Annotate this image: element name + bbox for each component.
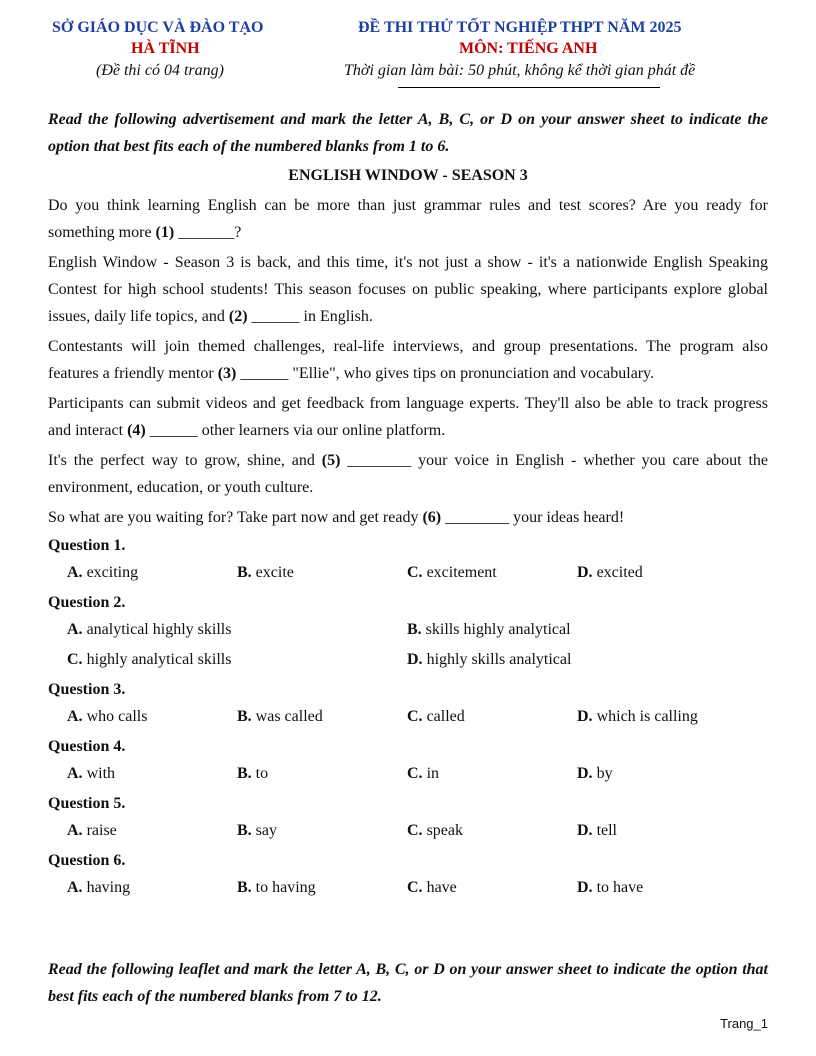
option-text: exciting <box>82 564 139 581</box>
question-list <box>48 534 768 903</box>
option-letter: B. <box>407 621 422 638</box>
passage-title: ENGLISH WINDOW - SEASON 3 <box>288 167 528 184</box>
option-text: to have <box>592 879 644 896</box>
paragraph-text: So what are you waiting for? Take part now and get ready <box>48 509 423 526</box>
answer-option <box>67 615 407 645</box>
option-letter: D. <box>577 822 593 839</box>
answer-option <box>237 558 407 588</box>
paragraph-text: Do you think learning English can be more than just grammar rules and test scores? Are you ready for something more <box>48 197 768 241</box>
answer-option <box>237 816 407 846</box>
section-1-instruction: Read the following advertisement and mark the letter A, B, C, or D on your answer sheet to indicate the option that best fits each of the numbered blanks from 1 to 6. <box>48 111 768 155</box>
time-note: Thời gian làm bài: 50 phút, không kể thời gian phát đề <box>344 62 696 79</box>
answer-option <box>407 615 747 645</box>
answer-option <box>577 816 747 846</box>
answer-option <box>577 702 747 732</box>
exam-title: ĐỀ THI THỬ TỐT NGHIỆP THPT NĂM 2025 <box>358 19 682 36</box>
section-2-instruction: Read the following leaflet and mark the letter A, B, C, or D on your answer sheet to indicate the option that best fits each of the numbered blanks from 7 to 12. <box>48 961 768 1005</box>
answer-option <box>67 558 237 588</box>
answer-option <box>67 702 237 732</box>
option-text: was called <box>251 708 323 725</box>
option-letter: C. <box>407 708 423 725</box>
question-label: Question 2. <box>48 594 126 611</box>
option-letter: B. <box>237 879 252 896</box>
option-text: skills highly analytical <box>421 621 571 638</box>
option-letter: D. <box>577 879 593 896</box>
answer-option <box>577 759 747 789</box>
option-letter: B. <box>237 822 252 839</box>
blank-and-text: ______ "Ellie", who gives tips on pronunciation and vocabulary. <box>236 365 655 382</box>
question-label: Question 1. <box>48 537 126 554</box>
passage-paragraph <box>48 249 768 330</box>
option-text: raise <box>82 822 117 839</box>
answer-option <box>407 702 577 732</box>
paragraph-text: It's the perfect way to grow, shine, and <box>48 452 322 469</box>
blank-number: (2) <box>228 308 248 325</box>
answer-option <box>577 558 747 588</box>
option-letter: C. <box>407 879 423 896</box>
answer-option <box>237 759 407 789</box>
option-letter: C. <box>407 822 423 839</box>
question-label: Question 3. <box>48 681 126 698</box>
section-1 <box>48 106 768 903</box>
blank-and-text: _______? <box>174 224 242 241</box>
answer-options <box>48 558 768 588</box>
answer-options <box>48 759 768 789</box>
pages-note: (Đề thi có 04 trang) <box>96 62 224 79</box>
passage-paragraph <box>48 504 768 531</box>
blank-number: (5) <box>321 452 341 469</box>
answer-options <box>48 645 768 675</box>
paragraph-text: Contestants will join themed challenges, real-life interviews, and group presentations. The program also features a friendly mentor <box>48 338 768 382</box>
answer-option <box>67 873 237 903</box>
option-letter: A. <box>67 765 83 782</box>
option-letter: C. <box>407 765 423 782</box>
paragraph-text: English Window - Season 3 is back, and this time, it's not just a show - it's a nationwide English Speaking Contest for high school students! This season focuses on public speaking, where participants explore global issues, daily life topics, and <box>48 254 768 325</box>
blank-number: (6) <box>422 509 442 526</box>
answer-options <box>48 873 768 903</box>
option-text: with <box>82 765 116 782</box>
answer-option <box>407 816 577 846</box>
option-text: speak <box>422 822 463 839</box>
question-label: Question 4. <box>48 738 126 755</box>
option-letter: C. <box>407 564 423 581</box>
option-text: to having <box>251 879 316 896</box>
header-divider <box>398 87 660 88</box>
option-text: called <box>422 708 465 725</box>
option-letter: D. <box>577 708 593 725</box>
exam-subject: MÔN: TIẾNG ANH <box>459 40 598 57</box>
blank-and-text: ________ your ideas heard! <box>441 509 625 526</box>
option-letter: A. <box>67 822 83 839</box>
answer-option <box>67 816 237 846</box>
answer-option <box>67 759 237 789</box>
answer-option <box>67 645 407 675</box>
option-letter: B. <box>237 708 252 725</box>
option-letter: A. <box>67 879 83 896</box>
answer-option <box>407 759 577 789</box>
passage-paragraph <box>48 192 768 246</box>
option-text: analytical highly skills <box>82 621 232 638</box>
option-text: highly skills analytical <box>422 651 572 668</box>
section-2 <box>48 956 768 1010</box>
answer-option <box>237 702 407 732</box>
option-letter: D. <box>407 651 423 668</box>
blank-number: (4) <box>127 422 146 439</box>
blank-and-text: ______ other learners via our online platform. <box>145 422 446 439</box>
paragraph-text: Participants can submit videos and get feedback from language experts. They'll also be able to track progress and interact <box>48 395 768 439</box>
option-text: highly analytical skills <box>82 651 232 668</box>
option-text: to <box>251 765 269 782</box>
blank-number: (3) <box>217 365 237 382</box>
blank-and-text: ________ your voice in English - whether you care about the environment, education, or youth culture. <box>48 452 769 496</box>
option-text: tell <box>592 822 617 839</box>
option-letter: D. <box>577 564 593 581</box>
answer-options <box>48 816 768 846</box>
option-text: in <box>422 765 440 782</box>
option-letter: A. <box>67 564 83 581</box>
option-text: excitement <box>422 564 497 581</box>
option-letter: B. <box>237 765 252 782</box>
answer-options <box>48 702 768 732</box>
answer-option <box>577 873 747 903</box>
answer-option <box>407 645 747 675</box>
option-text: have <box>422 879 457 896</box>
province-name: HÀ TĨNH <box>131 40 200 57</box>
blank-and-text: ______ in English. <box>247 308 373 325</box>
option-letter: B. <box>237 564 252 581</box>
passage <box>48 192 768 531</box>
option-text: by <box>592 765 613 782</box>
passage-paragraph <box>48 390 768 444</box>
option-letter: A. <box>67 621 83 638</box>
answer-option <box>407 558 577 588</box>
option-text: say <box>251 822 277 839</box>
blank-number: (1) <box>155 224 175 241</box>
option-text: excited <box>592 564 643 581</box>
option-letter: C. <box>67 651 83 668</box>
passage-paragraph <box>48 447 768 501</box>
option-letter: D. <box>577 765 593 782</box>
question-label: Question 6. <box>48 852 126 869</box>
department-name: SỞ GIÁO DỤC VÀ ĐÀO TẠO <box>52 19 264 36</box>
passage-paragraph <box>48 333 768 387</box>
page-number: Trang_1 <box>720 1016 768 1031</box>
option-text: excite <box>251 564 294 581</box>
option-text: having <box>82 879 131 896</box>
answer-option <box>407 873 577 903</box>
answer-option <box>237 873 407 903</box>
option-text: which is calling <box>592 708 698 725</box>
option-text: who calls <box>82 708 148 725</box>
option-letter: A. <box>67 708 83 725</box>
answer-options <box>48 615 768 645</box>
question-label: Question 5. <box>48 795 126 812</box>
